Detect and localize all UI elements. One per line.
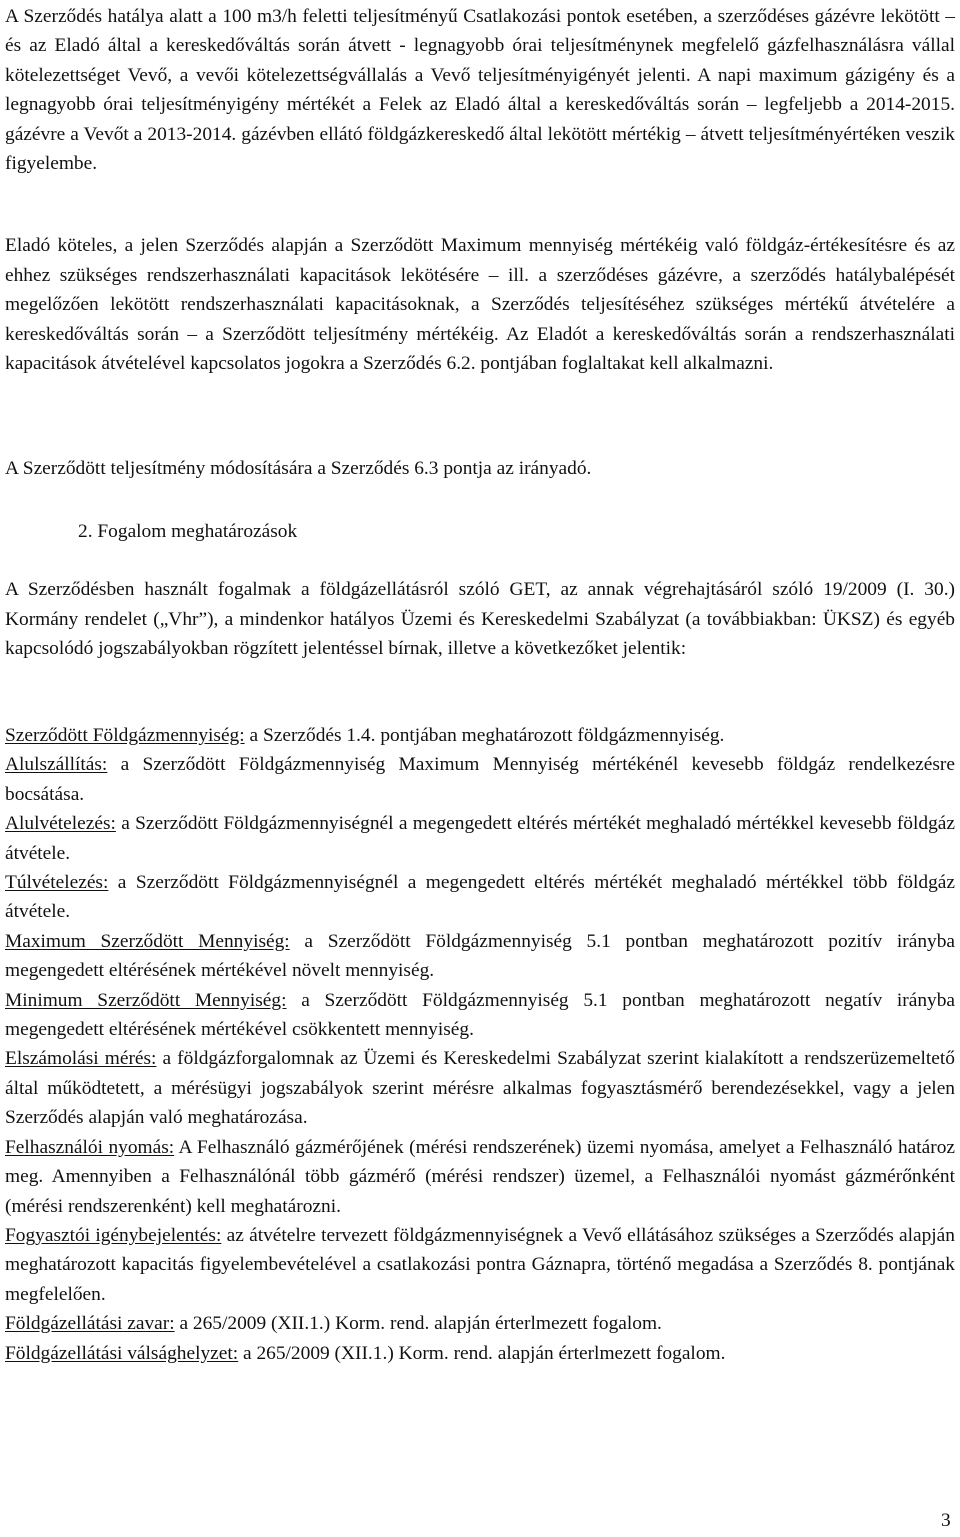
paragraph-capacity: A Szerződés hatálya alatt a 100 m3/h feletti teljesítményű Csatlakozási pontok esetében, a szerződéses gázévre lekötött – és az Eladó által a kereskedőváltás során átvett - legnagyobb órai teljesítménynek megfelelő gázfelhasználásra vállal kötelezettséget Vevő, a vevői kötelezettségvállalás a Vevő teljesítményigényét jelenti. A napi maximum gázigény és a legnagyobb órai teljesítményigény mértékét a Felek az Eladó által a kereskedőváltás során – legfeljebb a 2014-2015. gázévre a Vevőt a 2013-2014. gázévben ellátó földgázkereskedő által lekötött mértékig – átvett teljesítményértéken veszik figyelembe. xyxy=(5,6,955,175)
definition-text: A Felhasználó gázmérőjének (mérési rendszerének) üzemi nyomása, amelyet a Felhasználó határoz meg. Amennyiben a Felhasználónál több gázmérő (mérési rendszer) üzemel, a Felhasználói nyomást gázmérőnként (mérési rendszerenként) kell meghatározni. xyxy=(5,1136,955,1217)
paragraph-capacity-modification: A Szerződött teljesítmény módosítására a Szerződés 6.3 pontja az irányadó. xyxy=(5,458,592,479)
definitions-list xyxy=(5,721,955,1368)
definition-text: a Szerződött Földgázmennyiségnél a megengedett eltérés mértékét meghaladó mértékkel több földgáz átvétele. xyxy=(5,872,955,923)
definition-text: a Szerződött Földgázmennyiség 5.1 pontban meghatározott pozitív irányba megengedett eltérésének mértékével növelt mennyiség. xyxy=(5,930,956,982)
definition-term: Elszámolási mérés: xyxy=(5,1048,157,1070)
definition-item xyxy=(5,1044,955,1132)
definition-term: Minimum Szerződött Mennyiség: xyxy=(5,989,287,1011)
page-number: 3 xyxy=(941,1510,951,1531)
definition-term: Alulvételezés: xyxy=(5,813,116,835)
definition-term: Fogyasztói igénybejelentés: xyxy=(5,1224,222,1246)
definition-item xyxy=(5,868,955,927)
definition-term: Felhasználói nyomás: xyxy=(5,1136,175,1158)
definition-text: az átvételre tervezett földgázmennyiségnek a Vevő ellátásához szükséges a Szerződés alapján meghatározott kapacitás figyelembevételével a csatlakozási pontra Gáznapra, történő megadása a Szerződés 8. pontjának megfelelően. xyxy=(5,1224,955,1305)
definition-text: a földgázforgalomnak az Üzemi és Kereskedelmi Szabályzat szerint kialakított a rendszerüzemeltető által működtetett, a mérésügyi jogszabályok szerint mérésre alkalmas fogyasztásmérő berendezésekkel, vagy a jelen Szerződés alapján való meghatározása. xyxy=(5,1048,955,1129)
paragraph-seller-obligations: Eladó köteles, a jelen Szerződés alapján a Szerződött Maximum mennyiség mértékéig való földgáz-értékesítésre és az ehhez szükséges rendszerhasználati kapacitások lekötésére – ill. a szerződéses gázévre, a szerződés hatálybalépését megelőzően lekötött rendszerhasználati kapacitásoknak, a Szerződés teljesítéséhez szükséges mértékű átvételére a kereskedőváltás során – a Szerződött teljesítmény mértékéig. Az Eladót a kereskedőváltás során a rendszerhasználati kapacitások átvételével kapcsolatos jogokra a Szerződés 6.2. pontjában foglaltakat kell alkalmazni. xyxy=(5,235,955,375)
definition-term: Alulszállítás: xyxy=(5,754,108,776)
definition-item xyxy=(5,1221,955,1309)
definition-item xyxy=(5,927,955,986)
definition-item xyxy=(5,809,955,868)
definition-term: Túlvételezés: xyxy=(5,872,109,894)
definition-item xyxy=(5,721,955,750)
definition-text: a Szerződés 1.4. pontjában meghatározott földgázmennyiség. xyxy=(244,725,725,746)
paragraph-definitions-intro: A Szerződésben használt fogalmak a földgázellátásról szóló GET, az annak végrehajtásáról szóló 19/2009 (I. 30.) Kormány rendelet („Vhr”), a mindenkor hatályos Üzemi és Kereskedelmi Szabályzat (a továbbiakban: ÜKSZ) és egyéb kapcsolódó jogszabályokban rögzített jelentéssel bírnak, illetve a következőket jelentik: xyxy=(5,579,955,660)
definition-term: Földgázellátási válsághelyzet: xyxy=(5,1342,239,1364)
definition-text: a Szerződött Földgázmennyiség 5.1 pontban meghatározott negatív irányba megengedett eltérésének mértékével csökkentett mennyiség. xyxy=(5,989,956,1041)
definition-term: Szerződött Földgázmennyiség: xyxy=(5,725,245,746)
definition-text: a 265/2009 (XII.1.) Korm. rend. alapján érterlmezett fogalom. xyxy=(174,1313,662,1335)
definition-item xyxy=(5,750,955,809)
definition-item xyxy=(5,1309,955,1338)
definition-item xyxy=(5,1133,955,1221)
definition-term: Maximum Szerződött Mennyiség: xyxy=(5,930,290,952)
section-heading: 2. Fogalom meghatározások xyxy=(78,521,298,542)
definition-term: Földgázellátási zavar: xyxy=(5,1313,175,1335)
definition-text: a Szerződött Földgázmennyiségnél a megengedett eltérés mértékét meghaladó mértékkel kevesebb földgáz átvétele. xyxy=(5,813,955,864)
definition-text: a Szerződött Földgázmennyiség Maximum Mennyiség mértékénél kevesebb földgáz rendelkezésre bocsátása. xyxy=(5,754,955,805)
definition-text: a 265/2009 (XII.1.) Korm. rend. alapján érterlmezett fogalom. xyxy=(238,1342,726,1364)
definition-item xyxy=(5,986,955,1045)
definition-item xyxy=(5,1339,955,1368)
